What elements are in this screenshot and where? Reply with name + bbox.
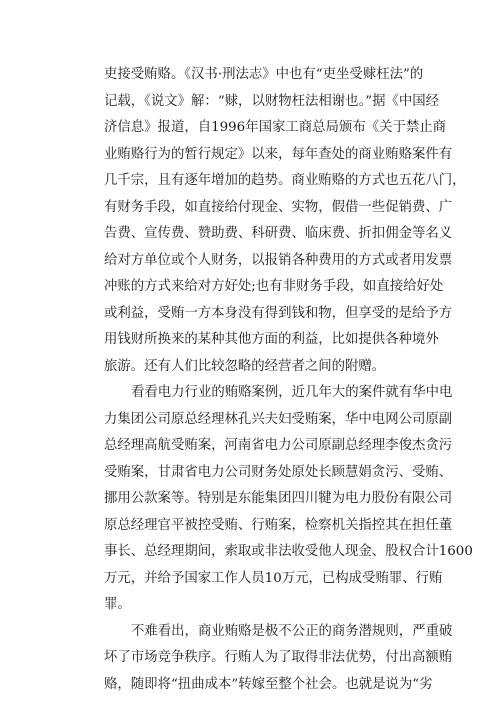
paragraph-3-line-3: 赂，随即将“扭曲成本”转嫁至整个社会。也就是说为“劣 bbox=[104, 677, 433, 692]
paragraph-2-line-4: 受贿案，甘肃省电力公司财务处原处长顾慧娟贪污、受贿、 bbox=[104, 465, 453, 480]
paragraph-2-line-2: 力集团公司原总经理林孔兴夫妇受贿案，华中电网公司原副 bbox=[104, 412, 453, 427]
paragraph-2-line-9: 罪。 bbox=[104, 597, 131, 612]
paragraph-1-line-5: 几千宗，且有逐年增加的趋势。商业贿赂的方式也五花八门， bbox=[104, 173, 466, 188]
paragraph-1-line-1: 吏接受贿赂。《汉书·刑法志》中也有“吏坐受赇枉法”的 bbox=[104, 67, 424, 82]
paragraph-2-line-7: 事长、总经理期间，索取或非法收受他人现金、股权合计1600 bbox=[104, 544, 473, 559]
paragraph-1-line-4: 业贿赂行为的暂行规定》以来，每年查处的商业贿赂案件有 bbox=[104, 147, 453, 162]
paragraph-1-line-7: 告费、宣传费、赞助费、科研费、临床费、折扣佣金等名义 bbox=[104, 226, 453, 241]
paragraph-2-line-3: 总经理高航受贿案，河南省电力公司原副总经理李俊杰贪污 bbox=[104, 438, 453, 453]
paragraph-2-line-1: 看看电力行业的贿赂案例，近几年大的案件就有华中电 bbox=[131, 385, 453, 400]
paragraph-3-line-2: 坏了市场竞争秩序。行贿人为了取得非法优势，付出高额贿 bbox=[104, 650, 453, 665]
paragraph-1-line-2: 记载，《说文》解：“赇，以财物枉法相谢也。”据《中国经 bbox=[104, 94, 440, 109]
paragraph-2-line-5: 挪用公款案等。特别是东能集团四川犍为电力股份有限公司 bbox=[104, 491, 453, 506]
paragraph-2-line-6: 原总经理官平被控受贿、行贿案，检察机关指控其在担任董 bbox=[104, 518, 453, 533]
paragraph-1-line-6: 有财务手段，如直接给付现金、实物，假借一些促销费、广 bbox=[104, 200, 453, 215]
paragraph-1-line-12: 旅游。还有人们比较忽略的经营者之间的附赠。 bbox=[104, 359, 386, 374]
paragraph-1-line-11: 用钱财所换来的某种其他方面的利益，比如提供各种境外 bbox=[104, 332, 439, 347]
paragraph-2-line-8: 万元，并给予国家工作人员10万元，已构成受贿罪、行贿 bbox=[104, 571, 443, 586]
paragraph-1-line-10: 或利益，受贿一方本身没有得到钱和物，但享受的是给予方 bbox=[104, 306, 453, 321]
paragraph-1-line-3: 济信息》报道，自1996年国家工商总局颁布《关于禁止商 bbox=[104, 120, 447, 135]
paragraph-3-line-1: 不难看出，商业贿赂是极不公正的商务潜规则，严重破 bbox=[131, 624, 453, 639]
paragraph-1-line-9: 冲账的方式来给对方好处;也有非财务手段，如直接给好处 bbox=[104, 279, 444, 294]
paragraph-1-line-8: 给对方单位或个人财务，以报销各种费用的方式或者用发票 bbox=[104, 253, 453, 268]
